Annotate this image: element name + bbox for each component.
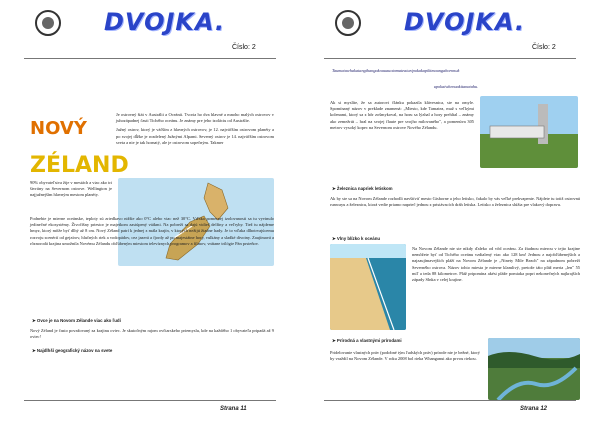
section-text: Ak by ste sa na Novom Zélande rozhodli navštíviť mesto Gisborne a jeho letisko, čakalo by vás veľké prekvapenie. Nájdete tu totiž ostrovnú runwayu a železnicu, ktorá vedie priamo naprieč jednou z pristávacích dráh letiska. Letisko a železnica slúžia pre vlakový dopravu. — [330, 196, 580, 208]
intro-paragraph: Južný ostrov, ktorý je väčším z hlavných ostrovov, je 12. najväčším ostrovom planéty a po svojej dĺžke je rozdelený Južnými Alpami. Severný ostrov je 14. najväčším ostrovom sveta a nie je tak hornatý, ale je ostrovom sopečným. Takmer — [116, 127, 274, 145]
section-heading: ➤ Najdlhší geografický názov na svete — [32, 348, 113, 353]
section-heading: ➤ Ovce je na Novom Zélande viac ako ľudí — [32, 318, 121, 323]
section-heading: ➤ Železnica napriek letiskom — [332, 186, 393, 191]
logo-icon — [335, 10, 361, 36]
hill-sign-image — [480, 96, 578, 168]
logo-icon — [35, 10, 61, 36]
intro-paragraph: 90% obyvateľstva žije v mestách a viac ako tri štvrtiny na Severnom ostrove. Wellington je najjužnejším hlavným mestom planéty. — [30, 180, 113, 198]
intro-text — [116, 112, 274, 149]
title-line1: NOVÝ — [30, 118, 87, 139]
longname-line2: upokaiwhenuakitanatahu. — [433, 84, 479, 89]
section-heading: ➤ Vlny blízko k oceánu — [332, 236, 381, 241]
section-heading-text: Železnica napriek letiskom — [336, 186, 393, 191]
right-page — [300, 0, 600, 424]
beach-image — [330, 244, 406, 330]
intro-text-cont — [30, 180, 112, 202]
section-heading-text: Vlny blízko k oceánu — [336, 236, 381, 241]
longname-line1: Taumatawhakatangihangakoauauotamateaturipukakapikimaungahoronuk — [332, 68, 460, 73]
title-line2: ZÉLAND — [30, 153, 129, 178]
section-text: Na Novom Zélande nie ste nikdy ďaleko od vôd oceánu. Za žiadnou mierou v tejto krajine nemôžete byť od Tichého oceánu vzdialený viac ako 128 km! Jednou z najobľúbenejších a najzaujímavejších pláží na Novom Zélande je „Ninety Mile Beach" na západnom pobreží Severného ostrova. Názov tohto miesta je mierne klamlivý, pretože táto pláž meria „len" 55 míľ a teda 88 kilometrov. Pláž pripomína akési pláže pomiaka popri nekonečných najkrajších západy Slnka v celej krajine. — [412, 246, 580, 283]
header-rule — [24, 58, 276, 59]
section-heading-text: Prírodná a vlastnými prírodami — [336, 338, 402, 343]
footer-rule — [24, 400, 276, 401]
page-number: Strana 12 — [520, 406, 548, 412]
page-number: Strana 11 — [220, 406, 247, 412]
intro-paragraph: Ak si myslíte, že sa autorovi článku pokazila klávesnica, ste na omyle. Spomínaný názov v preklade znamená: „Miesto, kde Tamatea, muž s veľkými kolenami, ktorý sa z hôr zošmykoval, na horu sa lýzhal a hory prehltal – známy ako zemežrút – hral na svojej flaute pre svojho milovaného", a pomenúva 305 metrov vysoký kopec na Severnom ostrove Nového Zélandu. — [330, 100, 474, 130]
footer-rule — [324, 400, 576, 401]
header-rule — [324, 58, 576, 59]
section-text: Nový Zéland je často považovaný za krajinu oviec. Je skutočným rajom ovčiarskeho priemyslu, kde na každého 1 obyvateľa pripadá až 9 oviec! — [30, 328, 274, 340]
river-image — [488, 338, 580, 400]
section-heading-text: Najdlhší geografický názov na svete — [36, 348, 113, 353]
body-text: Podnebie je mierne oceánske, teploty sú zriedkavo nižšie ako 0°C alebo viac než 30°C. Vďaka pomernej izolovanosti sa tu vyvinulo jedinečné ekosystémy. Živočíšny priestor je majetkom zastúpený vtákmi. Na pobreží sa dajú vidieť delfíny a veľryby. Tiež tu nájdeme hmyz, ktorý môže byť dlhý až 8 cm. Nový Zéland patrí k jednej z mála krajín, v ktorých nežijú žiadne hady. Je to vďaka dlhotrvajúcemu rozvoju scenérií od gejzírov, hlučných riek a vodopádov, cez jazerá a fjordy až po majestátne hory, vulkány a sladké divoiny. Zaujímavá a rôznorodá krajina umožnila Novému Zélandu obľúbeným miestom televíznych programov a filmov, vrátane trilógie Pán prsteňov. — [30, 216, 274, 246]
section-heading-text: Ovce je na Novom Zélande viac ako ľudí — [36, 318, 121, 323]
issue-number: Číslo: 2 — [532, 44, 556, 51]
section-text: Pridelovanie vlastných práv (podobné tým ľudských práv) prírode nie je bežné, ktorý by vraždil na Novom Zélande. V roku 2008 bol rieka Whanganui ako prvou riekou. — [330, 350, 480, 362]
issue-number: Číslo: 2 — [232, 44, 256, 51]
masthead-title: DVOJKA. — [104, 8, 226, 36]
intro-paragraph: Je ostrovný štát v Austrálii a Oceánii. Tvoria ho dva hlavné a mnoho malých ostrovov v juhozápadnej časti Tichého oceánu. Je známy pre jeho izoláciu od Austrálie. — [116, 112, 274, 124]
section-heading: ➤ Prírodná a vlastnými prírodami — [332, 338, 402, 343]
masthead-title: DVOJKA. — [404, 8, 526, 36]
